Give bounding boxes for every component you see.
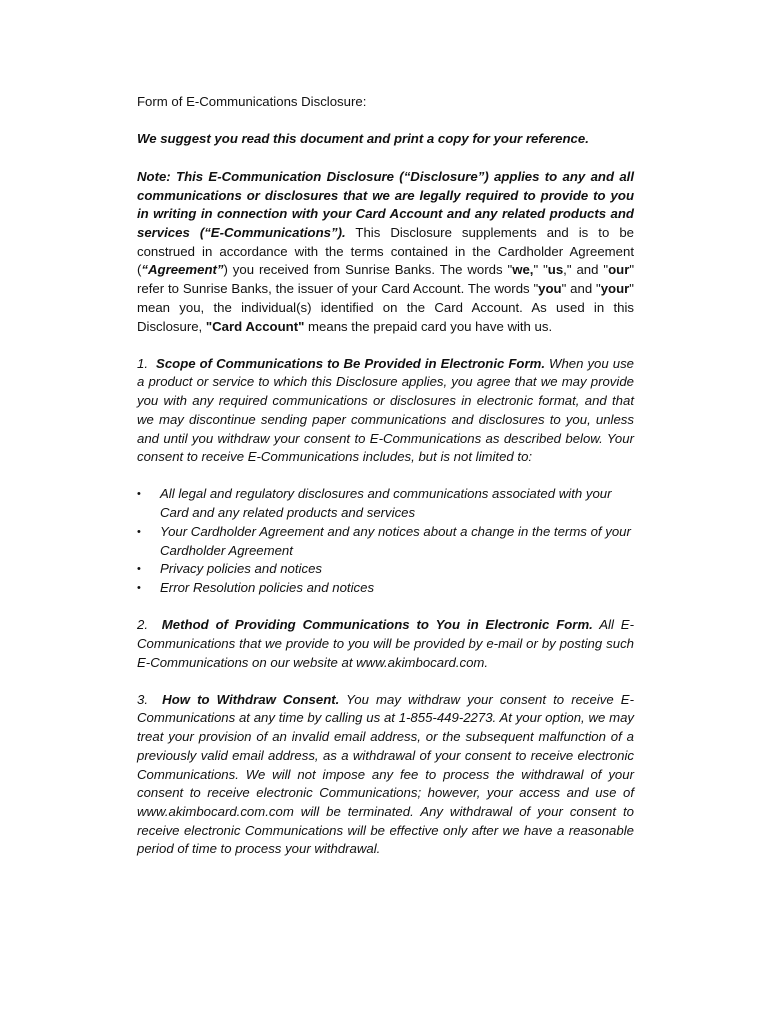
section-number: 2. (137, 617, 148, 633)
section-2-paragraph (137, 616, 634, 672)
note-text: This Disclosure supplements and is to be construed in accordance with the terms contained in the Cardholder Agreement ( (137, 225, 634, 278)
bullet-icon: • (137, 525, 141, 538)
note-text: " mean you, the individual(s) identified on the Card Account. As used in this Disclosure, (137, 281, 634, 334)
term-you: you (538, 281, 562, 297)
bullet-icon: • (137, 581, 141, 594)
print-suggestion: We suggest you read this document and print a copy for your reference. (137, 131, 589, 147)
note-text: means the prepaid card you have with us. (304, 318, 553, 334)
list-item (137, 485, 634, 522)
list-item-text: All legal and regulatory disclosures and communications associated with your Card and any related products and services (160, 486, 612, 521)
note-text: ) you received from Sunrise Banks. The words " (223, 262, 513, 278)
section-3-heading: How to Withdraw Consent. (162, 691, 340, 707)
section-1-paragraph (137, 355, 634, 467)
note-text: ," and " (563, 262, 609, 278)
bullet-icon: • (137, 488, 141, 501)
section-1-body: When you use a product or service to which this Disclosure applies, you agree that we may provide you with any required communications or disclosures in electronic format, and that we may discontinue sending paper communications and disclosures to you, unless and until you withdraw your consent to E-Communications as described below. Your consent to receive E-Communications includes, but is not limited to: (137, 355, 634, 465)
note-lead: Note: This E-Communication Disclosure (“Disclosure”) applies to any and all communications or disclosures that we are legally required to provide to you in writing in connection with your Card Account and any related products and services (“E-Communications”). (137, 168, 634, 241)
term-your: your (600, 281, 630, 297)
section-2-body: All E-Communications that we provide to you will be provided by e-mail or by posting such E-Communications on our website at www.akimbocard.com. (137, 617, 634, 670)
list-item (137, 523, 634, 560)
section-number: 3. (137, 691, 148, 707)
list-item-text: Your Cardholder Agreement and any notices about a change in the terms of your Cardholder Agreement (160, 523, 631, 558)
section-number: 1. (137, 355, 148, 371)
note-text: " refer to Sunrise Banks, the issuer of your Card Account. The words " (137, 262, 635, 297)
note-paragraph (137, 168, 634, 336)
list-item-text: Error Resolution policies and notices (160, 579, 375, 595)
note-text: " and " (561, 281, 601, 297)
document-title: Form of E-Communications Disclosure: (137, 94, 367, 109)
list-item-text: Privacy policies and notices (160, 561, 322, 577)
term-card-account: "Card Account" (205, 318, 305, 334)
section-2-heading: Method of Providing Communications to You in Electronic Form. (161, 617, 593, 633)
list-item (137, 560, 634, 579)
consent-scope-list (137, 485, 634, 597)
term-we: we, (512, 262, 534, 278)
section-3-paragraph (137, 691, 634, 859)
note-text: " " (533, 262, 548, 278)
section-3-body: You may withdraw your consent to receive E-Communications at any time by calling us at 1-855-449-2273. At your option, we may treat your provision of an invalid email address, or the subsequent malfunction of a previously valid email address, as a withdrawal of your consent to receive electronic Communications. We will not impose any fee to process the withdrawal of your consent to receive electronic Communications; however, your access and use of www.akimbocard.com.com will be terminated. Any withdrawal of your consent to receive electronic Communications will be effective only after we have a reasonable period of time to process your withdrawal. (137, 691, 634, 857)
section-1-heading: Scope of Communications to Be Provided in Electronic Form. (156, 355, 545, 371)
term-us: us (547, 262, 564, 278)
bullet-icon: • (137, 563, 141, 576)
agreement-term: “Agreement” (141, 262, 224, 278)
term-our: our (608, 262, 630, 278)
list-item (137, 579, 634, 598)
